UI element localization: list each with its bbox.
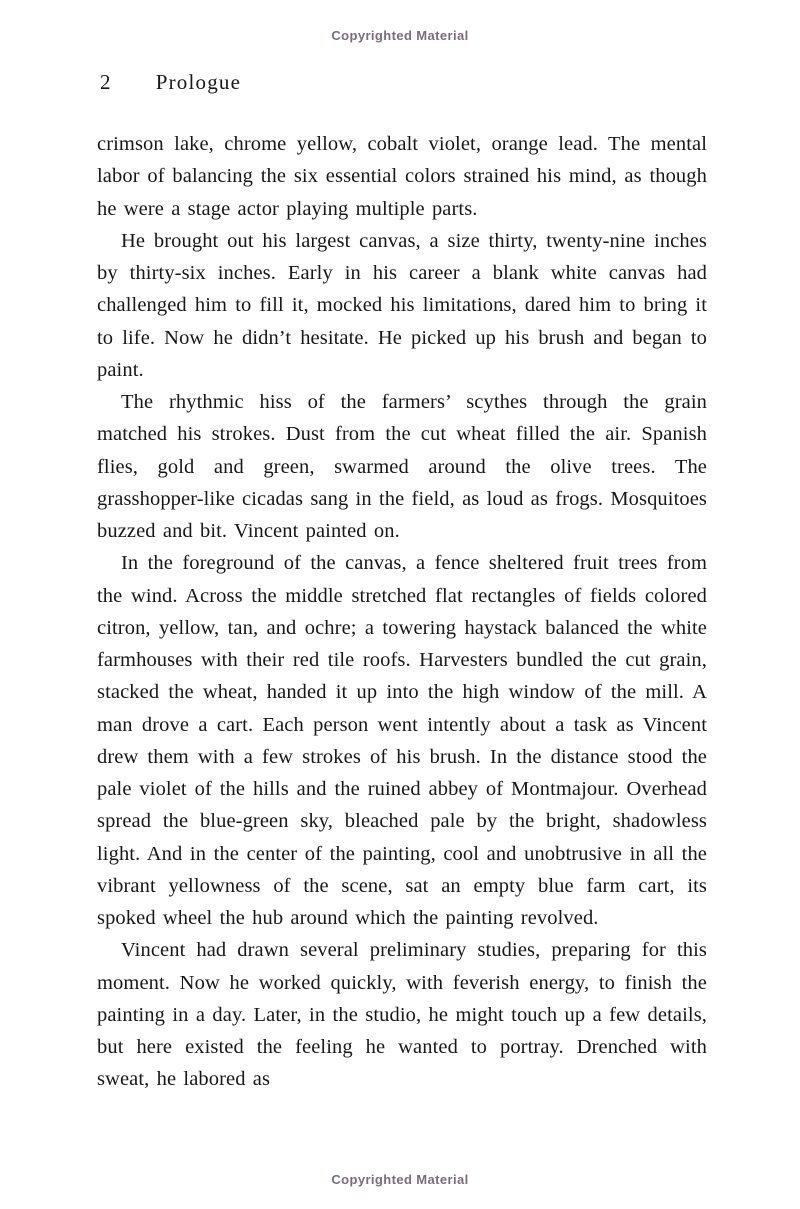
copyright-notice-top: Copyrighted Material bbox=[331, 28, 469, 43]
page-number: 2 bbox=[100, 70, 112, 94]
body-text-block bbox=[97, 128, 707, 1096]
body-paragraph: Vincent had drawn several preliminary studies, preparing for this moment. Now he worked quickly, with feverish energy, to finish the painting in a day. Later, in the studio, he might touch up a few details, but here existed the feeling he wanted to portray. Drenched with sweat, he labored as bbox=[97, 939, 707, 1091]
body-paragraph: crimson lake, chrome yellow, cobalt violet, orange lead. The mental labor of balancing the six essential colors strained his mind, as though he were a stage actor playing multiple parts. bbox=[97, 133, 707, 220]
running-head bbox=[100, 70, 241, 95]
body-paragraph: The rhythmic hiss of the farmers’ scythes through the grain matched his strokes. Dust from the cut wheat filled the air. Spanish flies, gold and green, swarmed around the olive trees. The grasshopper-like cicadas sang in the field, as loud as frogs. Mosquitoes buzzed and bit. Vincent painted on. bbox=[97, 391, 707, 542]
copyright-notice-bottom: Copyrighted Material bbox=[331, 1172, 469, 1187]
body-paragraph: In the foreground of the canvas, a fence sheltered fruit trees from the wind. Across the middle stretched flat rectangles of fields colored citron, yellow, tan, and ochre; a towering haystack balanced the white farmhouses with their red tile roofs. Harvesters bundled the cut grain, stacked the wheat, handed it up into the high window of the mill. A man drove a cart. Each person went intently about a task as Vincent drew them with a few strokes of his brush. In the distance stood the pale violet of the hills and the ruined abbey of Montmajour. Overhead spread the blue-green sky, bleached pale by the bright, shadowless light. And in the center of the painting, cool and unobtrusive in all the vibrant yellowness of the scene, sat an empty blue farm cart, its spoked wheel the hub around which the painting revolved. bbox=[97, 552, 707, 929]
chapter-title: Prologue bbox=[155, 70, 242, 94]
body-paragraph: He brought out his largest canvas, a size thirty, twenty-nine inches by thirty-six inches. Early in his career a blank white canvas had challenged him to fill it, mocked his limitations, dared him to bring it to life. Now he didn’t hesitate. He picked up his brush and began to paint. bbox=[97, 229, 707, 381]
